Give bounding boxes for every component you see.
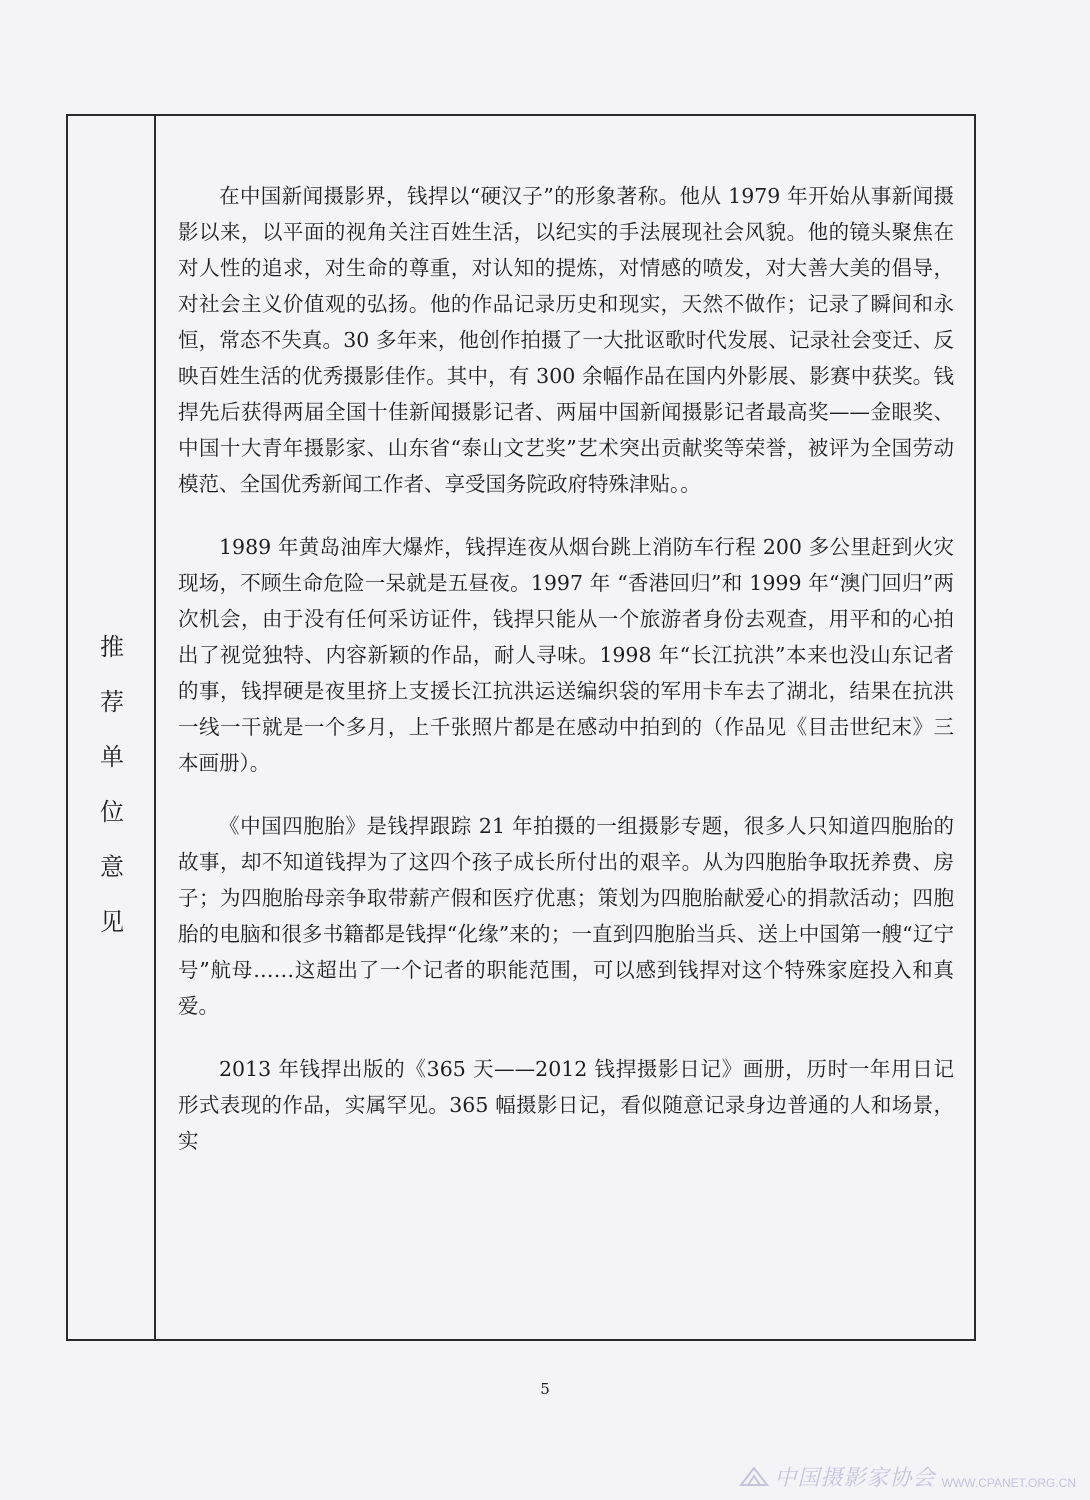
label-char: 意 — [100, 853, 124, 881]
label-char: 荐 — [100, 688, 124, 716]
page-number: 5 — [540, 1380, 550, 1398]
paragraph-events: 1989 年黄岛油库大爆炸，钱捍连夜从烟台跳上消防车行程 200 多公里赶到火灾现场，不顾生命危险一呆就是五昼夜。1997 年 “香港回归”和 1999 年“澳门回归”两次机会，由于没有任何采访证件，钱捍只能从一个旅游者身份去观查，用平和的心拍出了视觉独特、内容新颖的作品，耐人寻味。1998 年“长江抗洪”本来也没山东记者的事，钱捍硬是夜里挤上支援长江抗洪运送编织袋的军用卡车去了湖北，结果在抗洪一线一干就是一个多月，上千张照片都是在感动中拍到的（作品见《目击世纪末》三本画册）。 — [178, 535, 954, 775]
label-char: 推 — [100, 633, 124, 661]
label-char: 单 — [100, 743, 124, 771]
watermark-name: 中国摄影家协会 — [774, 1466, 936, 1491]
label-column — [68, 631, 156, 961]
content-cell — [156, 116, 974, 1339]
label-char: 位 — [100, 798, 124, 826]
paragraph-quadruplets: 《中国四胞胎》是钱捍跟踪 21 年拍摄的一组摄影专题，很多人只知道四胞胎的故事，却不知道钱捍为了这四个孩子成长所付出的艰辛。从为四胞胎争取抚养费、房子；为四胞胎母亲争取带薪产假和医疗优惠；策划为四胞胎献爱心的捐款活动；四胞胎的电脑和很多书籍都是钱捍“化缘”来的；一直到四胞胎当兵、送上中国第一艘“辽宁号”航母……这超出了一个记者的职能范围，可以感到钱捍对这个特殊家庭投入和真爱。 — [178, 814, 954, 1018]
paragraph-photo-diary: 2013 年钱捍出版的《365 天——2012 钱捍摄影日记》画册，历时一年用日记形式表现的作品，实属罕见。365 幅摄影日记，看似随意记录身边普通的人和场景，实 — [178, 1057, 954, 1153]
paragraph-career: 在中国新闻摄影界，钱捍以“硬汉子”的形象著称。他从 1979 年开始从事新闻摄影以来，以平面的视角关注百姓生活，以纪实的手法展现社会风貌。他的镜头聚焦在对人性的追求，对生命的尊重，对认知的提炼，对情感的喷发，对大善大美的倡导，对社会主义价值观的弘扬。他的作品记录历史和现实，天然不做作；记录了瞬间和永恒，常态不失真。30 多年来，他创作拍摄了一大批讴歌时代发展、记录社会变迁、反映百姓生活的优秀摄影佳作。其中，有 300 余幅作品在国内外影展、影赛中获奖。钱捍先后获得两届全国十佳新闻摄影记者、两届中国新闻摄影记者最高奖——金眼奖、中国十大青年摄影家、山东省“泰山文艺奖”艺术突出贡献奖等荣誉，被评为全国劳动模范、全国优秀新闻工作者、享受国务院政府特殊津贴。。 — [178, 184, 954, 496]
watermark-logo-icon — [739, 1465, 769, 1489]
label-cell — [68, 116, 156, 1339]
watermark — [739, 1461, 1076, 1492]
label-char: 见 — [100, 908, 124, 936]
recommendation-form-table — [66, 114, 976, 1341]
watermark-url: WWW.CPANET.ORG.CN — [941, 1476, 1076, 1490]
